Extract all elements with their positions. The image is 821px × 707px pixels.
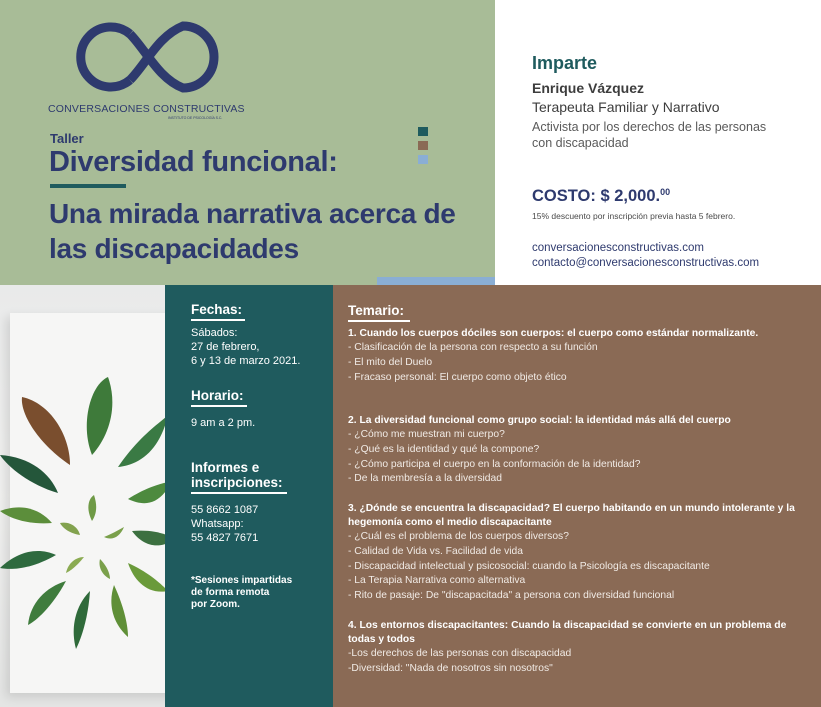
fechas-underline [191,319,245,321]
email-link[interactable]: contacto@conversacionesconstructivas.com [532,257,760,269]
speaker-heading: Imparte [532,53,598,73]
discount-note: 15% descuento por inscripción previa hasta 5 febrero. [532,211,736,221]
infinity-co-logo-icon [68,14,228,100]
hero-panel [0,0,495,285]
topic-item: - Fracaso personal: El cuerpo como objeto ético [348,371,567,383]
remote-note: de forma remota [191,587,270,598]
fechas-heading: Fechas: [191,302,243,317]
topic-item: - Clasificación de la persona con respecto a su función [348,342,598,353]
horario-underline [191,405,247,407]
topic-title: 2. La diversidad funcional como grupo social: la identidad más allá del cuerpo [348,415,731,426]
topic-item: - Rito de pasaje: De "discapacitada" a persona con diversidad funcional [348,590,675,602]
topic-item: - De la membresía a la diversidad [348,473,502,485]
topic-title: 3. ¿Dónde se encuentra la discapacidad? El cuerpo habitando en un mundo intolerante y la hegemonía como el medio discapacitante [348,503,795,528]
page-title: Diversidad funcional: [49,146,338,178]
workshop-label: Taller [50,131,84,146]
cost-value: COSTO: $ 2,000. [532,187,661,205]
topic-block [348,619,810,677]
fechas-line: Sábados: [191,327,238,339]
horario-value: 9 am a 2 pm. [191,417,256,429]
page-subtitle: Una mirada narrativa acerca de las discapacidades [49,198,456,264]
topic-item: -Diversidad: "Nada de nosotros sin nosotros" [348,662,553,674]
temario-heading: Temario: [348,303,405,318]
topic-item: -Los derechos de las personas con discapacidad [348,648,572,659]
event-info-panel [165,285,333,707]
phone-line: Whatsapp: [191,518,244,530]
brand-subtitle: INSTITUTO DE PSICOLOGÍA S.C. [168,116,223,120]
topic-item: - El mito del Duelo [348,356,433,368]
topic-title: 1. Cuando los cuerpos dóciles son cuerpos: el cuerpo como estándar normalizante. [348,328,759,339]
brand-name: CONVERSACIONES CONSTRUCTIVAS [48,103,245,115]
topic-item: - ¿Cuál es el problema de los cuerpos diversos? [348,531,569,542]
phone-line[interactable]: 55 8662 1087 [191,504,259,516]
phone-line[interactable]: 55 4827 7671 [191,532,259,544]
topic-item: - Calidad de Vida vs. Facilidad de vida [348,545,523,557]
informes-heading: Informes e [191,460,260,475]
color-swatches [418,127,428,169]
temario-underline [348,320,410,322]
leaves-circle-photo-icon [0,285,165,707]
teal-swatch [418,127,428,136]
remote-note: *Sesiones impartidas [191,575,293,586]
temario-panel [333,285,821,707]
topic-block [348,414,810,487]
informes-underline [191,492,287,494]
website-link[interactable]: conversacionesconstructivas.com [532,242,704,254]
topic-item: - ¿Cómo me muestran mi cuerpo? [348,429,505,440]
informes-heading: inscripciones: [191,475,283,490]
remote-note: por Zoom. [191,599,240,610]
topic-item: - Discapacidad intelectual y psicosocial: cuando la Psicología es discapacitante [348,560,710,572]
cost-label [532,187,670,206]
fechas-line: 6 y 13 de marzo 2021. [191,355,301,367]
title-underline [50,184,126,188]
cost-cents: 00 [660,187,671,197]
topic-block [348,327,810,385]
topic-item: - ¿Cómo participa el cuerpo en la conformación de la identidad? [348,458,641,470]
speaker-name: Enrique Vázquez [532,80,645,96]
topic-item: - ¿Qué es la identidad y qué la compone? [348,443,540,455]
topic-block [348,502,810,604]
leaves-illustration [0,285,165,707]
accent-bar [377,277,495,285]
fechas-line: 27 de febrero, [191,341,260,353]
horario-heading: Horario: [191,388,244,403]
brown-swatch [418,141,428,150]
topic-title: 4. Los entornos discapacitantes: Cuando la discapacidad se convierte en un problema de todas y todos [348,620,787,645]
topic-item: - La Terapia Narrativa como alternativa [348,575,526,587]
speaker-role: Terapeuta Familiar y Narrativo [532,99,720,115]
blue-swatch [418,155,428,164]
speaker-description: Activista por los derechos de las personas con discapacidad [532,120,767,150]
